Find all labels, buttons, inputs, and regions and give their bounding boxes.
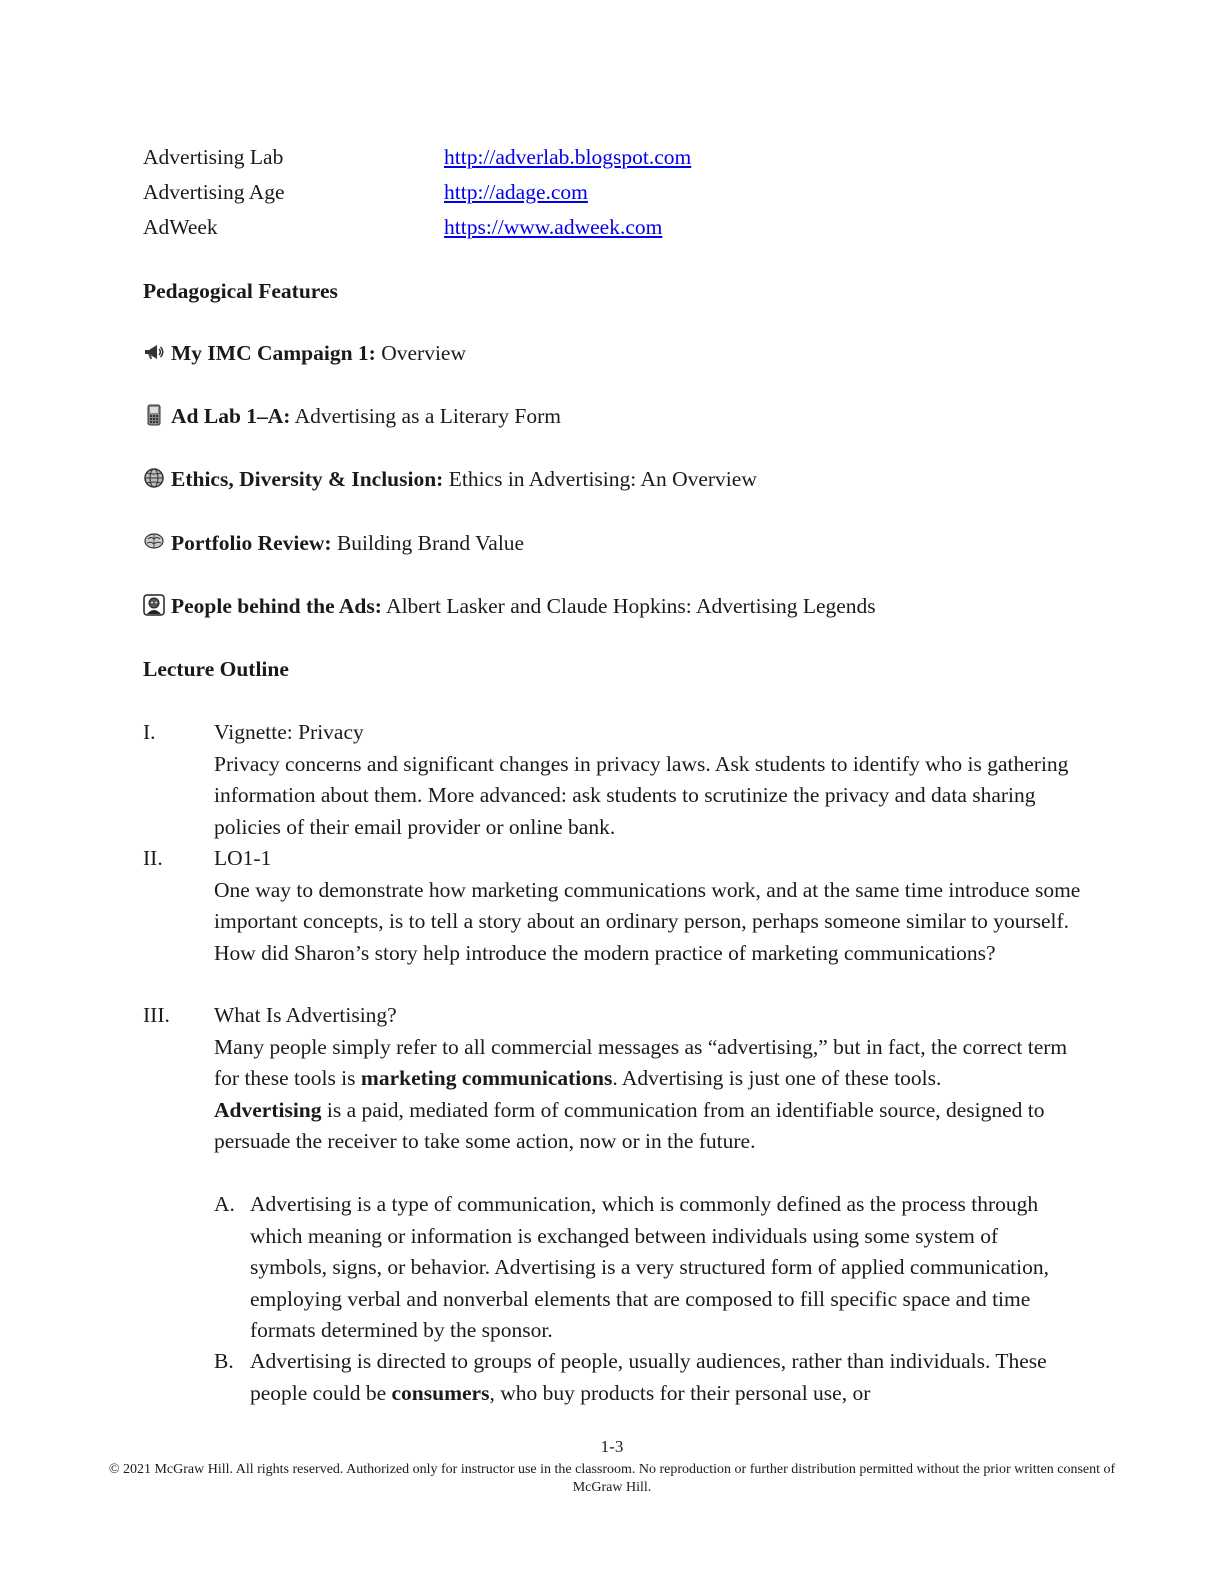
term-marketing-communications: marketing communications xyxy=(360,1066,613,1090)
page-number: 1-3 xyxy=(600,1437,624,1456)
sub-item-b-text xyxy=(250,1346,1080,1409)
feature-text: Advertising as a Literary Form xyxy=(290,404,561,428)
feature-text: Building Brand Value xyxy=(331,531,525,555)
outline-item-definition xyxy=(214,1095,1084,1158)
outline-item-vignette xyxy=(214,717,1084,843)
lecture-outline-heading: Lecture Outline xyxy=(143,657,289,681)
feature-ethics xyxy=(143,464,757,496)
outline-item-what-is-advertising xyxy=(214,1000,1084,1158)
paragraph-text: . Advertising is just one of these tools. xyxy=(612,1066,942,1090)
feature-bold-label: People behind the Ads: xyxy=(171,594,382,618)
feature-text: Ethics in Advertising: An Overview xyxy=(443,467,757,491)
paragraph-text: Many people simply refer to all commercial messages as “advertising,” but in fact, the correct term for these tools is xyxy=(214,1034,1068,1090)
feature-people-behind-ads xyxy=(143,591,876,623)
feature-bold-label: Ethics, Diversity & Inclusion: xyxy=(171,467,444,491)
link-advertising-age[interactable]: http://adage.com xyxy=(444,180,588,204)
link-label-advertising-lab: Advertising Lab xyxy=(143,145,284,169)
outline-item-lo1-1 xyxy=(214,843,1084,969)
feature-bold-label: Ad Lab 1–A: xyxy=(171,404,291,428)
megaphone-icon xyxy=(143,341,165,363)
outline-item-title: What Is Advertising? xyxy=(214,1003,397,1027)
copyright-notice: © 2021 McGraw Hill. All rights reserved. Authorized only for instructor use in the classroom. No reproduction or further distribution permitted without the prior written consent of McGraw Hill. xyxy=(108,1462,1116,1495)
pedagogical-features-heading: Pedagogical Features xyxy=(143,279,338,303)
sub-item-letter: A. xyxy=(214,1192,235,1216)
term-advertising: Advertising xyxy=(214,1097,322,1122)
outline-item-body: Privacy concerns and significant changes in privacy laws. Ask students to identify who is gathering information about them. More advanced: ask students to scrutinize the privacy and data sharing policies of their email provider or online bank. xyxy=(214,751,1069,839)
sub-item-text: , who buy products for their personal use, or xyxy=(489,1380,871,1405)
link-adweek[interactable]: https://www.adweek.com xyxy=(444,215,663,239)
outline-number: II. xyxy=(143,846,163,870)
feature-text: Overview xyxy=(375,341,466,365)
outline-item-title: LO1-1 xyxy=(214,846,272,870)
outline-number: I. xyxy=(143,720,156,744)
definition-text: is a paid, mediated form of communication from an identifiable source, designed to persuade the receiver to take some action, now or in the future. xyxy=(214,1097,1045,1153)
feature-portfolio-review xyxy=(143,528,524,560)
outline-item-paragraph xyxy=(214,1032,1084,1095)
person-icon xyxy=(143,594,165,616)
term-consumers: consumers xyxy=(391,1380,490,1405)
feature-ad-lab xyxy=(143,401,561,433)
link-advertising-lab[interactable]: http://adverlab.blogspot.com xyxy=(444,145,692,169)
feature-text: Albert Lasker and Claude Hopkins: Advertising Legends xyxy=(381,594,876,618)
feature-bold-label: My IMC Campaign 1: xyxy=(171,341,376,365)
feature-bold-label: Portfolio Review: xyxy=(171,531,332,555)
feature-imc-campaign xyxy=(143,338,466,370)
brain-icon xyxy=(143,531,165,553)
sub-item-letter: B. xyxy=(214,1349,234,1373)
outline-item-body: One way to demonstrate how marketing communications work, and at the same time introduce some important concepts, is to tell a story about an ordinary person, perhaps someone similar to yourself. How did Sharon’s story help introduce the modern practice of marketing communications? xyxy=(214,877,1081,965)
outline-number: III. xyxy=(143,1003,170,1027)
globe-icon xyxy=(143,467,165,489)
phone-icon xyxy=(143,404,165,426)
link-label-adweek: AdWeek xyxy=(143,215,218,239)
link-label-advertising-age: Advertising Age xyxy=(143,180,285,204)
sub-item-a-text: Advertising is a type of communication, which is commonly defined as the process through which meaning or information is exchanged between individuals using some system of symbols, signs, or behavior. Advertising is a very structured form of applied communication, employing verbal and nonverbal elements that are composed to fill specific space and time formats determined by the sponsor. xyxy=(250,1192,1049,1342)
outline-item-title: Vignette: Privacy xyxy=(214,720,364,744)
sub-item-text: Advertising is directed to groups of people, usually audiences, rather than individuals. These people could be xyxy=(250,1349,1047,1405)
